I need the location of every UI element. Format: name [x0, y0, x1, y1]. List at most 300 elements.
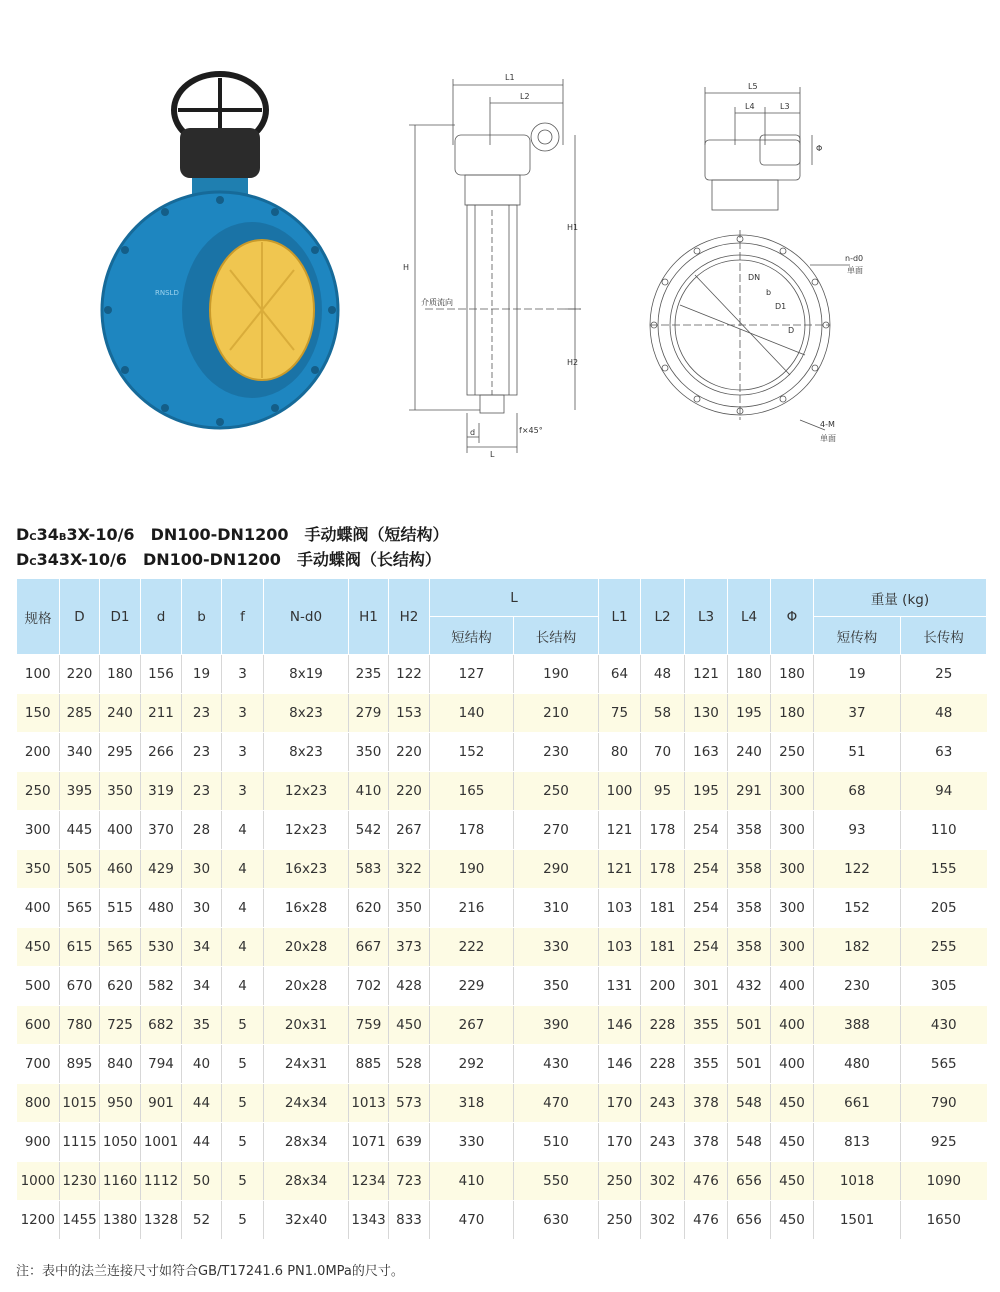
table-cell: 279 [349, 694, 389, 733]
dim-L: L [490, 450, 495, 459]
table-cell: 840 [100, 1045, 141, 1084]
table-cell: 230 [514, 733, 599, 772]
table-cell: 322 [389, 850, 430, 889]
table-cell: 300 [771, 928, 814, 967]
table-cell: 44 [182, 1123, 222, 1162]
table-cell: 63 [901, 733, 987, 772]
table-cell: 1328 [141, 1201, 182, 1240]
table-cell: 103 [599, 928, 641, 967]
table-cell: 195 [728, 694, 771, 733]
table-cell: 180 [771, 694, 814, 733]
header-L4: L4 [728, 579, 771, 655]
table-cell: 550 [514, 1162, 599, 1201]
table-cell: 1501 [814, 1201, 901, 1240]
table-cell: 127 [430, 655, 514, 694]
table-cell: 925 [901, 1123, 987, 1162]
table-cell: 5 [222, 1006, 264, 1045]
table-cell: 583 [349, 850, 389, 889]
table-cell: 250 [599, 1162, 641, 1201]
table-cell: 220 [389, 733, 430, 772]
table-cell: 266 [141, 733, 182, 772]
table-cell: 152 [430, 733, 514, 772]
table-cell: 19 [182, 655, 222, 694]
table-cell: 373 [389, 928, 430, 967]
table-cell: 358 [728, 889, 771, 928]
table-cell: 156 [141, 655, 182, 694]
table-cell: 1015 [60, 1084, 100, 1123]
dim-chamfer: f×45° [519, 426, 543, 435]
table-row [17, 655, 987, 694]
gearbox [180, 128, 260, 178]
table-cell: 12x23 [264, 772, 349, 811]
table-cell: 80 [599, 733, 641, 772]
single-side-label-2: 单面 [820, 434, 836, 443]
table-cell: 565 [60, 889, 100, 928]
table-cell: 505 [60, 850, 100, 889]
table-cell: 5 [222, 1162, 264, 1201]
table-cell: 4 [222, 967, 264, 1006]
table-cell: 1013 [349, 1084, 389, 1123]
spec-table [16, 578, 987, 1240]
table-cell: 25 [901, 655, 987, 694]
table-cell: 211 [141, 694, 182, 733]
table-cell: 180 [728, 655, 771, 694]
table-cell: 450 [771, 1123, 814, 1162]
table-cell: 615 [60, 928, 100, 967]
table-cell: 121 [599, 811, 641, 850]
table-cell: 30 [182, 889, 222, 928]
table-cell: 501 [728, 1006, 771, 1045]
table-cell: 301 [685, 967, 728, 1006]
table-cell: 515 [100, 889, 141, 928]
table-cell: 378 [685, 1123, 728, 1162]
table-cell: 480 [814, 1045, 901, 1084]
table-cell: 93 [814, 811, 901, 850]
table-cell: 565 [100, 928, 141, 967]
table-cell: 388 [814, 1006, 901, 1045]
table-cell: 28x34 [264, 1162, 349, 1201]
table-cell: 302 [641, 1201, 685, 1240]
table-cell: 163 [685, 733, 728, 772]
header-L: L [430, 579, 599, 617]
table-cell: 64 [599, 655, 641, 694]
table-cell: 500 [17, 967, 60, 1006]
table-cell: 330 [430, 1123, 514, 1162]
table-cell: 300 [771, 850, 814, 889]
table-cell: 1455 [60, 1201, 100, 1240]
table-cell: 794 [141, 1045, 182, 1084]
table-cell: 146 [599, 1006, 641, 1045]
table-cell: 200 [641, 967, 685, 1006]
table-cell: 620 [100, 967, 141, 1006]
table-cell: 3 [222, 655, 264, 694]
table-cell: 152 [814, 889, 901, 928]
table-cell: 34 [182, 967, 222, 1006]
table-cell: 759 [349, 1006, 389, 1045]
table-cell: 52 [182, 1201, 222, 1240]
table-cell: 1000 [17, 1162, 60, 1201]
table-cell: 358 [728, 850, 771, 889]
table-cell: 240 [728, 733, 771, 772]
table-cell: 813 [814, 1123, 901, 1162]
product-titles [16, 524, 449, 574]
table-cell: 28x34 [264, 1123, 349, 1162]
table-cell: 292 [430, 1045, 514, 1084]
table-cell: 358 [728, 811, 771, 850]
table-cell: 40 [182, 1045, 222, 1084]
table-cell: 16x23 [264, 850, 349, 889]
title-short-structure: DC34B3X-10/6 DN100-DN1200 手动蝶阀（短结构） [16, 525, 449, 544]
header-b: b [182, 579, 222, 655]
table-cell: 410 [349, 772, 389, 811]
table-cell: 950 [100, 1084, 141, 1123]
table-cell: 1200 [17, 1201, 60, 1240]
table-cell: 542 [349, 811, 389, 850]
table-cell: 181 [641, 928, 685, 967]
table-cell: 20x28 [264, 967, 349, 1006]
table-cell: 75 [599, 694, 641, 733]
table-cell: 48 [901, 694, 987, 733]
table-row [17, 811, 987, 850]
table-cell: 182 [814, 928, 901, 967]
table-cell: 661 [814, 1084, 901, 1123]
table-cell: 548 [728, 1123, 771, 1162]
table-cell: 350 [349, 733, 389, 772]
flow-direction-label: 介质流向 [421, 298, 453, 307]
table-cell: 20x31 [264, 1006, 349, 1045]
table-cell: 548 [728, 1084, 771, 1123]
dim-L2: L2 [520, 92, 530, 101]
table-cell: 450 [771, 1162, 814, 1201]
table-cell: 267 [430, 1006, 514, 1045]
table-cell: 1090 [901, 1162, 987, 1201]
dim-L4: L4 [745, 102, 755, 111]
table-cell: 243 [641, 1123, 685, 1162]
table-cell: 34 [182, 928, 222, 967]
table-cell: 1050 [100, 1123, 141, 1162]
table-cell: 165 [430, 772, 514, 811]
table-cell: 170 [599, 1123, 641, 1162]
table-cell: 1160 [100, 1162, 141, 1201]
table-cell: 255 [901, 928, 987, 967]
header-H1: H1 [349, 579, 389, 655]
table-cell: 285 [60, 694, 100, 733]
table-cell: 723 [389, 1162, 430, 1201]
table-cell: 432 [728, 967, 771, 1006]
table-cell: 229 [430, 967, 514, 1006]
table-cell: 725 [100, 1006, 141, 1045]
table-cell: 630 [514, 1201, 599, 1240]
table-cell: 250 [514, 772, 599, 811]
table-cell: 1380 [100, 1201, 141, 1240]
footnote: 注：表中的法兰连接尺寸如符合GB/T17241.6 PN1.0MPa的尺寸。 [16, 1264, 404, 1279]
table-cell: 702 [349, 967, 389, 1006]
table-cell: 1001 [141, 1123, 182, 1162]
table-cell: 178 [641, 811, 685, 850]
table-cell: 430 [901, 1006, 987, 1045]
table-cell: 318 [430, 1084, 514, 1123]
table-cell: 1234 [349, 1162, 389, 1201]
table-row [17, 1084, 987, 1123]
table-cell: 639 [389, 1123, 430, 1162]
table-cell: 428 [389, 967, 430, 1006]
table-cell: 205 [901, 889, 987, 928]
table-cell: 94 [901, 772, 987, 811]
table-row [17, 928, 987, 967]
table-cell: 510 [514, 1123, 599, 1162]
table-cell: 155 [901, 850, 987, 889]
table-cell: 20x28 [264, 928, 349, 967]
table-row [17, 1123, 987, 1162]
dim-H: H [403, 263, 410, 272]
table-cell: 476 [685, 1201, 728, 1240]
table-cell: 48 [641, 655, 685, 694]
table-cell: 305 [901, 967, 987, 1006]
table-cell: 300 [17, 811, 60, 850]
table-cell: 19 [814, 655, 901, 694]
table-cell: 178 [430, 811, 514, 850]
table-cell: 528 [389, 1045, 430, 1084]
table-cell: 3 [222, 694, 264, 733]
table-cell: 1018 [814, 1162, 901, 1201]
table-cell: 5 [222, 1045, 264, 1084]
table-cell: 23 [182, 733, 222, 772]
table-cell: 58 [641, 694, 685, 733]
table-cell: 410 [430, 1162, 514, 1201]
table-row [17, 889, 987, 928]
table-cell: 291 [728, 772, 771, 811]
table-cell: 350 [514, 967, 599, 1006]
table-cell: 180 [100, 655, 141, 694]
dim-L1: L1 [505, 73, 515, 82]
table-cell: 1112 [141, 1162, 182, 1201]
spec-table-body [17, 655, 987, 1240]
table-row [17, 733, 987, 772]
table-cell: 130 [685, 694, 728, 733]
table-cell: 200 [17, 733, 60, 772]
table-cell: 35 [182, 1006, 222, 1045]
table-cell: 70 [641, 733, 685, 772]
table-cell: 378 [685, 1084, 728, 1123]
table-cell: 220 [389, 772, 430, 811]
table-row [17, 772, 987, 811]
header-L3: L3 [685, 579, 728, 655]
table-cell: 400 [771, 967, 814, 1006]
table-cell: 4 [222, 889, 264, 928]
table-cell: 181 [641, 889, 685, 928]
table-cell: 476 [685, 1162, 728, 1201]
table-cell: 50 [182, 1162, 222, 1201]
table-cell: 355 [685, 1006, 728, 1045]
table-cell: 4 [222, 850, 264, 889]
table-cell: 254 [685, 889, 728, 928]
header-D1: D1 [100, 579, 141, 655]
table-cell: 656 [728, 1201, 771, 1240]
header-L2: L2 [641, 579, 685, 655]
table-row [17, 1045, 987, 1084]
table-cell: 23 [182, 694, 222, 733]
table-cell: 700 [17, 1045, 60, 1084]
table-cell: 885 [349, 1045, 389, 1084]
table-cell: 235 [349, 655, 389, 694]
dim-L5: L5 [748, 82, 758, 91]
table-cell: 429 [141, 850, 182, 889]
table-row [17, 967, 987, 1006]
table-cell: 250 [771, 733, 814, 772]
table-cell: 395 [60, 772, 100, 811]
table-cell: 37 [814, 694, 901, 733]
table-cell: 302 [641, 1162, 685, 1201]
dim-nd0: n-d0 [845, 254, 864, 263]
table-cell: 833 [389, 1201, 430, 1240]
header-L-long: 长结构 [514, 617, 599, 655]
table-cell: 400 [771, 1045, 814, 1084]
header-nd0: N-d0 [264, 579, 349, 655]
table-cell: 330 [514, 928, 599, 967]
svg-text:RNSLD: RNSLD [155, 289, 179, 297]
table-cell: 243 [641, 1084, 685, 1123]
table-cell: 300 [771, 811, 814, 850]
dim-b: b [766, 288, 772, 297]
table-cell: 501 [728, 1045, 771, 1084]
table-cell: 400 [100, 811, 141, 850]
table-cell: 445 [60, 811, 100, 850]
table-cell: 5 [222, 1084, 264, 1123]
table-cell: 450 [389, 1006, 430, 1045]
table-cell: 310 [514, 889, 599, 928]
table-cell: 667 [349, 928, 389, 967]
table-cell: 8x23 [264, 694, 349, 733]
table-cell: 3 [222, 772, 264, 811]
table-cell: 1343 [349, 1201, 389, 1240]
table-cell: 1230 [60, 1162, 100, 1201]
table-cell: 228 [641, 1045, 685, 1084]
table-cell: 565 [901, 1045, 987, 1084]
table-cell: 254 [685, 850, 728, 889]
table-cell: 780 [60, 1006, 100, 1045]
table-cell: 190 [514, 655, 599, 694]
header-phi: Φ [771, 579, 814, 655]
table-cell: 1650 [901, 1201, 987, 1240]
table-cell: 100 [599, 772, 641, 811]
table-cell: 370 [141, 811, 182, 850]
table-cell: 319 [141, 772, 182, 811]
header-weight-long: 长传构 [901, 617, 987, 655]
table-cell: 450 [17, 928, 60, 967]
table-cell: 140 [430, 694, 514, 733]
table-cell: 800 [17, 1084, 60, 1123]
header-spec: 规格 [17, 579, 60, 655]
table-cell: 460 [100, 850, 141, 889]
table-cell: 300 [771, 889, 814, 928]
table-cell: 180 [771, 655, 814, 694]
table-cell: 3 [222, 733, 264, 772]
table-cell: 121 [685, 655, 728, 694]
table-cell: 220 [60, 655, 100, 694]
header-H2: H2 [389, 579, 430, 655]
table-cell: 270 [514, 811, 599, 850]
table-cell: 250 [17, 772, 60, 811]
dim-d: d [470, 428, 476, 437]
table-cell: 24x31 [264, 1045, 349, 1084]
table-row [17, 850, 987, 889]
table-cell: 250 [599, 1201, 641, 1240]
table-row [17, 1162, 987, 1201]
table-cell: 228 [641, 1006, 685, 1045]
table-cell: 32x40 [264, 1201, 349, 1240]
header-L-short: 短结构 [430, 617, 514, 655]
table-cell: 121 [599, 850, 641, 889]
header-f: f [222, 579, 264, 655]
table-cell: 300 [771, 772, 814, 811]
single-side-label-1: 单面 [847, 266, 863, 275]
table-cell: 150 [17, 694, 60, 733]
table-cell: 30 [182, 850, 222, 889]
table-cell: 178 [641, 850, 685, 889]
table-cell: 400 [771, 1006, 814, 1045]
table-cell: 350 [389, 889, 430, 928]
table-cell: 216 [430, 889, 514, 928]
table-cell: 682 [141, 1006, 182, 1045]
table-cell: 400 [17, 889, 60, 928]
header-d: d [141, 579, 182, 655]
table-cell: 131 [599, 967, 641, 1006]
table-cell: 12x23 [264, 811, 349, 850]
table-cell: 358 [728, 928, 771, 967]
butterfly-valve-photo [100, 70, 345, 430]
header-weight-short: 短传构 [814, 617, 901, 655]
table-cell: 170 [599, 1084, 641, 1123]
dim-DN: DN [748, 273, 761, 282]
header-L1: L1 [599, 579, 641, 655]
table-cell: 24x34 [264, 1084, 349, 1123]
header-weight: 重量 (kg) [814, 579, 987, 617]
dim-4M: 4-M [820, 420, 835, 429]
table-cell: 28 [182, 811, 222, 850]
table-cell: 450 [771, 1201, 814, 1240]
table-cell: 95 [641, 772, 685, 811]
table-row [17, 1201, 987, 1240]
dim-phi: Φ [816, 144, 823, 153]
table-cell: 222 [430, 928, 514, 967]
table-cell: 670 [60, 967, 100, 1006]
table-cell: 68 [814, 772, 901, 811]
table-cell: 656 [728, 1162, 771, 1201]
table-cell: 230 [814, 967, 901, 1006]
table-cell: 450 [771, 1084, 814, 1123]
table-cell: 355 [685, 1045, 728, 1084]
table-cell: 122 [389, 655, 430, 694]
table-cell: 8x23 [264, 733, 349, 772]
table-cell: 430 [514, 1045, 599, 1084]
table-cell: 470 [514, 1084, 599, 1123]
dim-H1: H1 [567, 223, 579, 232]
table-cell: 190 [430, 850, 514, 889]
dim-D1: D1 [775, 302, 787, 311]
table-cell: 600 [17, 1006, 60, 1045]
header-D: D [60, 579, 100, 655]
table-cell: 340 [60, 733, 100, 772]
table-cell: 573 [389, 1084, 430, 1123]
dim-H2: H2 [567, 358, 579, 367]
side-view-drawing [395, 65, 585, 465]
table-row [17, 694, 987, 733]
table-cell: 122 [814, 850, 901, 889]
table-cell: 254 [685, 811, 728, 850]
table-cell: 5 [222, 1123, 264, 1162]
table-cell: 195 [685, 772, 728, 811]
table-cell: 110 [901, 811, 987, 850]
